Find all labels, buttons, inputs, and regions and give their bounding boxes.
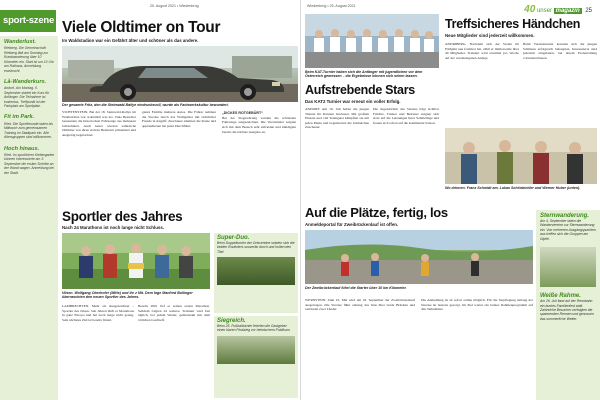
article-column: Die Anmeldung ist ab sofort online möglich. Für die Verpflegung entlang der Strecke ist bestens gesorgt, im Ziel wartet ein buntes Rahmenprogramm auf alle Teilnehmer. [421, 298, 533, 312]
news-box-title: Sternwanderung. [540, 213, 590, 219]
article-column: Bereits 2001 lief er seinen ersten Marathon. Seitdem folgten 24 weitere. Trainiert wird fast täglich, bei jedem Wetter, gemeinsam mit dem örtlichen Lauftreff. [138, 304, 210, 322]
photo-caption: Vilsen. Wolfgang Oberhofer (Mitte) und Ihr z Mit. Dem Inge Manfred Bullinger überraschten den neuen Sportler des Jahres. [62, 291, 193, 300]
article-column [222, 110, 296, 202]
section-logo: sport-szene [0, 10, 56, 32]
sidebar-item-title: Lå-Wanderkurs. [4, 78, 47, 85]
article-column: ganze Familie mehrere Autos. Die Fahrer nahmen die Strecke durch das Waldgebiet mit sichtlicher Freude in Angriff. Zuschauer säumten die Route und applaudierten bei jeder Durchfahrt. [142, 110, 216, 128]
group-illustration [305, 14, 439, 68]
running-head-left: 25. August 2021 • Wiedenbrüg [150, 4, 199, 8]
news-sidebar [536, 210, 600, 400]
right-page [300, 0, 600, 400]
page-number: 25 [585, 8, 592, 14]
runners-illustration [305, 230, 533, 284]
news-box [214, 316, 298, 398]
article-column: ANDORF. Am 19. Juli haben die jungen Talente ihr Können bewiesen. Mit großem Einsatz und viel Teamgeist kämpften sie um jeden Punkt und begeisterten die zahlreichen Zuschauer. [305, 107, 369, 130]
duo-photo [217, 257, 295, 285]
oldtimer-photo [62, 46, 298, 102]
article-column: Die Jugendarbeit des Vereins trägt sichtbar Früchte. Trainer und Betreuer zeigten sich stolz auf die Leistungen ihrer Schützlinge und freuen sich schon auf die kommende Saison. [373, 107, 439, 125]
sidebar-item-text: Rietberg. Die Gemeinschaft Rietberg lädt am Sonntag zur Rundwanderung über 10 Kilometer ein. Start ist um 10 Uhr am Rathaus, Anmeldung erwünscht. [4, 46, 54, 73]
sidebar-item-title: Hoch hinaus. [4, 145, 40, 152]
news-sidebar [0, 36, 58, 400]
news-box-title: Siegreich. [217, 318, 246, 324]
news-box-text: Beim 25. Fußballturnier feierten die Gastgeber einen klaren Finalsieg vor heimischem Publikum. [217, 324, 291, 333]
logo-magazin: magazin [555, 8, 580, 14]
headline-plaetze: Auf die Plätze, fertig, los [305, 205, 448, 220]
sidebar-item-title: Fit im Park. [4, 114, 35, 121]
article-column: ANDRIBERG. Nachdem sich der Verein im Frühjahr neu formiert hat, zählt er mittlerweile über 40 Mitglieder. Trainiert wird zweimal pro Woche auf der vereinseigenen Anlage. [445, 42, 519, 60]
article-column: VICHTENSTEIN. Bei der 18. Steinwald-Rallye im Waldstadion war ordentlich was los. Viele Besucher bestaunten die historischen Fahrzeuge aus mehreren Jahrzehnten. Auch heuer wurden zahlreiche Oldtimer von ihren stolzen Besitzern präsentiert und ausgiebig begutachtet. [62, 110, 136, 138]
hiking-photo [540, 247, 596, 287]
logo-word: unser [536, 8, 552, 14]
photo-caption: Der gesamte Fritz, den die Steinwald-Rallye eindrucksvoll, wurde als Fachwerkskultur bewundert. [62, 103, 229, 107]
team-photo [305, 14, 439, 68]
article-subhead: „DICKES ROTGEBÜRT“ [222, 111, 263, 115]
sportler-photo [62, 233, 210, 289]
article-column: WERNSTEIN. Zum 10. Mal wird am 18. September der Zweibrückenlauf ausgetragen. Die Strecke führt entlang des Inns über beide Brücken und verbindet zwei Länder. [305, 298, 415, 312]
news-box-title: Super-Duo. [217, 235, 250, 241]
article-column: Beim Vereinsturnier konnten sich die jungen Schützen erfolgreich behaupten. Interessierte sind jederzeit eingeladen, bei einem Probetraining vorbeizuschauen. [523, 42, 597, 60]
logo-number: 40 [524, 4, 536, 15]
running-head-right: Wiedenbrüg • 25. August 2021 [307, 4, 356, 8]
run-photo [305, 230, 533, 284]
photo-caption: Beim KAT-Turnier haben sich die Anfänger mit jugendlichen vor dem Österreich gemessen – die Ergebnisse können sich sehen lassen. [305, 70, 423, 79]
news-box-text: Beim Doppelturnier der Ortsvereine setzten sich die beiden Routiniers souverän durch und holten den Titel. [217, 241, 295, 254]
subheadline-treffsicher: Neue Mitglieder sind jederzeit willkommen. [445, 33, 535, 38]
shooting-photo [445, 128, 597, 184]
subheadline-plaetze: Anmeldeportal für Zweibrückenlauf ist offen. [305, 222, 399, 227]
sidebar-item [4, 114, 55, 139]
sidebar-item [4, 146, 55, 176]
news-box-text: Am 26. Juli fand auf der Rennbahn ein buntes Familienfest statt. Zahlreiche Besucher verfolgten die spannenden Rennen und genossen das sommerliche Wetter. [540, 299, 594, 321]
headline-treffsicher: Treffsicheres Händchen [445, 17, 581, 31]
news-box-title: Weiße Rahme. [540, 293, 581, 300]
news-box-text: Am 4. September laden die Wandervereine zur Sternwanderung ein. Von mehreren Ausgangspunkten aus treffen sich die Gruppen am Gipfel. [540, 219, 596, 241]
article-column: LAMBRECHTEN. Mehr als Ausgezeichnet – Sportler des Jahres. Seit Jahren läuft er Marathons in ganz Europa und hat noch lange nicht genug. Sein nächstes Ziel ist bereits fixiert. [62, 304, 134, 322]
subheadline-sportler: Nach 24 Marathons ist noch lange nicht Schluss. [62, 225, 164, 230]
photo-caption: Der Zweibrückenlauf führt die Starter über 10 km Kilometer. [305, 286, 407, 290]
headline-sportler: Sportler des Jahres [62, 209, 183, 224]
sidebar-item-text: Ried. Die Sportfreunde laden bis Mittwoch zum gemeinsamen Training im Stadtpark ein. Alle Altersgruppen sind willkommen. [4, 121, 54, 140]
headline-stars: Aufstrebende Stars [305, 83, 415, 97]
article-text: Bei der Siegerehrung wurden die schönsten Fahrzeuge ausgezeichnet. Die Veranstalter zeigten sich mit dem Besuch sehr zufrieden und kündigten bereits die nächste Ausgabe an. [222, 115, 296, 134]
photo-caption: Wo drinnen. Franz Schmidt am. Lukas Schönbichler und Werner Huber (unten). [445, 186, 581, 190]
headline-oldtimer: Viele Oldtimer on Tour [62, 19, 221, 36]
sidebar-item [4, 39, 55, 73]
team-photo [217, 336, 295, 364]
group-illustration [62, 233, 210, 289]
sidebar-item [4, 79, 55, 109]
sidebar-item-title: Wanderlust. [4, 39, 36, 45]
car-illustration [62, 46, 298, 102]
subheadline-oldtimer: Im Waldstadion war ein Gefährt älter und schöner als das andere. [62, 38, 199, 43]
magazine-logo [524, 4, 592, 15]
news-box [214, 233, 298, 313]
subheadline-stars: Das KAT2 Turnier war erneut ein voller Erfolg. [305, 99, 401, 104]
sidebar-item-text: Ried. Im sportlichen Klettergarten können Interessierte am 3. September die ersten Schritte an der Wand wagen. Anmeldung bei der Stadt. [4, 153, 55, 175]
sidebar-item-text: Andorf. Am Montag, 5. September startet ein Kurs für Anfänger. Die Teilnahme ist kostenlos, Treffpunkt ist der Parkplatz am Sportplatz. [4, 86, 50, 109]
group-illustration [445, 128, 597, 184]
